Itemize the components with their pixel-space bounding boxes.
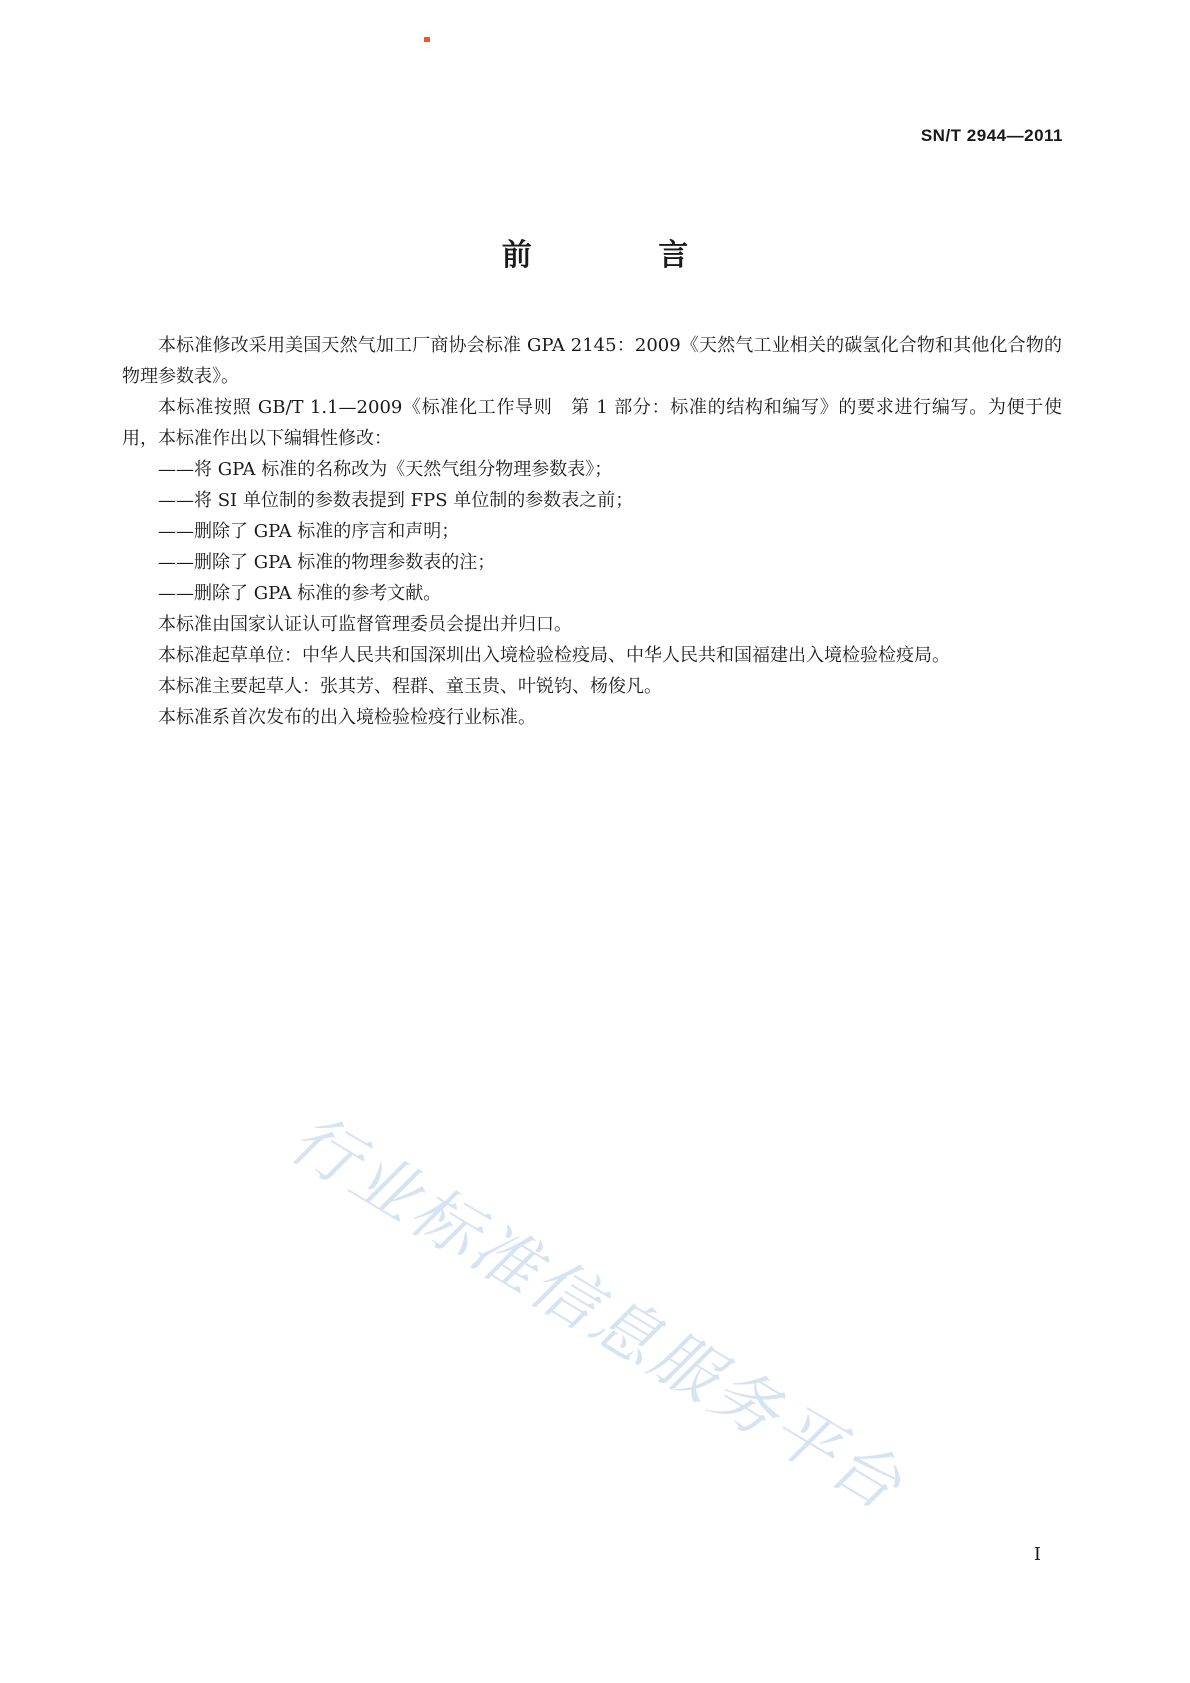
paragraph: 本标准系首次发布的出入境检验检疫行业标准。 [158,707,536,728]
standard-number: SN/T 2944—2011 [920,126,1063,145]
watermark: 行业标准信息服务平台 [277,1099,917,1527]
paragraph: 本标准由国家认证认可监督管理委员会提出并归口。 [158,614,572,635]
list-item: ——将 GPA 标准的名称改为《天然气组分物理参数表》； [158,459,613,480]
list-item: ——删除了 GPA 标准的物理参数表的注； [158,552,496,573]
paragraph: 本标准起草单位：中华人民共和国深圳出入境检验检疫局、中华人民共和国福建出入境检验检疫局。 [158,645,950,666]
preface-body [122,330,1062,733]
list-item: ——删除了 GPA 标准的参考文献。 [158,583,442,604]
list-item: ——将 SI 单位制的参数表提到 FPS 单位制的参数表之前； [158,490,634,511]
paragraph: 本标准按照 GB/T 1.1—2009《标准化工作导则 第 1 部分：标准的结构和编写》的要求进行编写。为便于使用，本标准作出以下编辑性修改： [122,397,1062,449]
list-item: ——删除了 GPA 标准的序言和声明； [158,521,460,542]
page-number: I [1033,1544,1041,1565]
orange-mark [424,37,430,42]
paragraph: 本标准主要起草人：张其芳、程群、童玉贵、叶锐钧、杨俊凡。 [158,676,662,697]
page-title: 前 言 [501,238,747,273]
paragraph: 本标准修改采用美国天然气加工厂商协会标准 GPA 2145：2009《天然气工业相关的碳氢化合物和其他化合物的物理参数表》。 [122,335,1062,387]
